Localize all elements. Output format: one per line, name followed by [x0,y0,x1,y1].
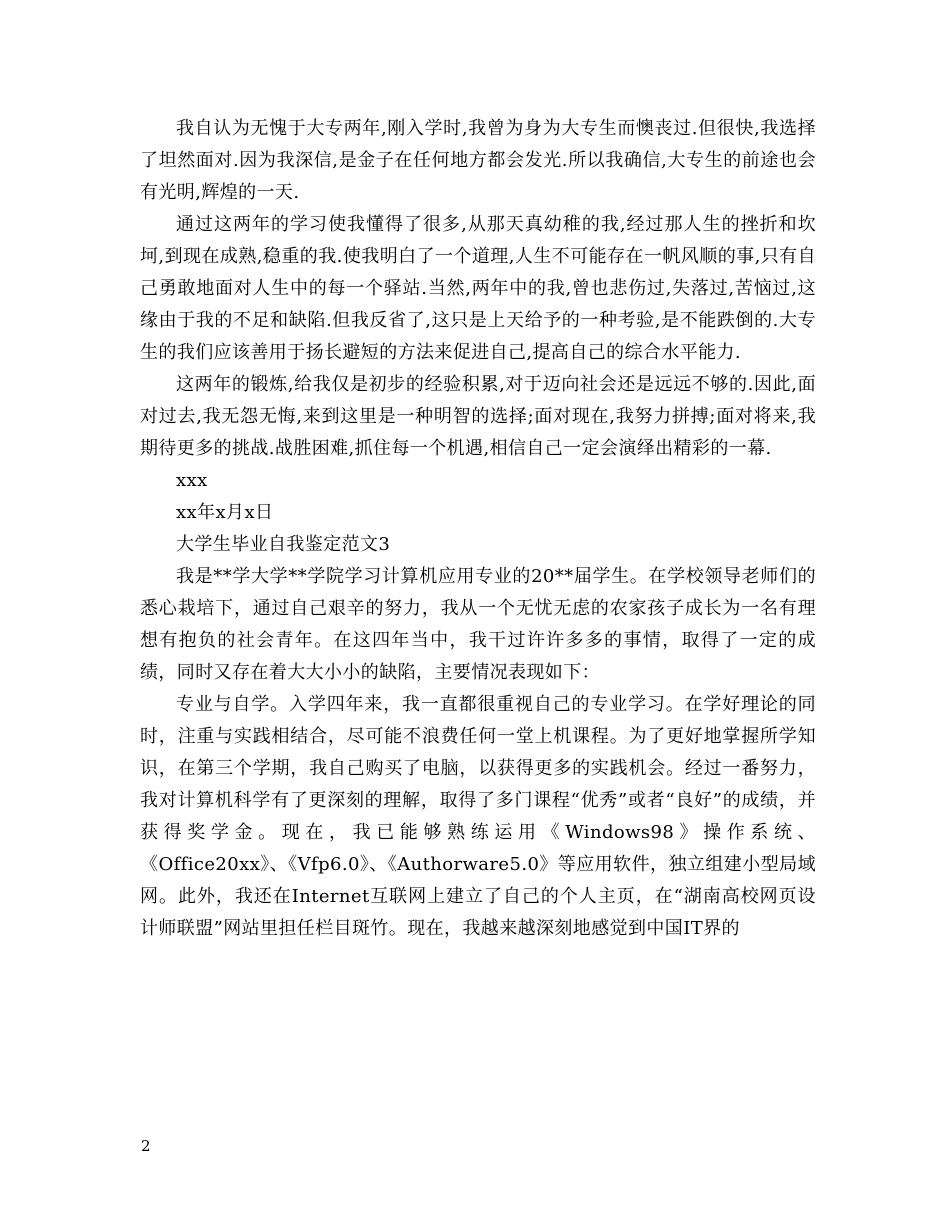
paragraph-3: 这两年的锻炼,给我仅是初步的经验积累,对于迈向社会还是远远不够的.因此,面对过去,我无怨无悔,来到这里是一种明智的选择;面对现在,我努力拼搏;面对将来,我期待更多的挑战.战胜困难,抓住每一个机遇,相信自己一定会演绎出精彩的一幕. [140,374,816,459]
paragraph-5: 专业与自学。入学四年来，我一直都很重视自己的专业学习。在学好理论的同时，注重与实践相结合，尽可能不浪费任何一堂上机课程。为了更好地掌握所学知识，在第三个学期，我自己购买了电脑，以获得更多的实践机会。经过一番努力，我对计算机科学有了更深刻的理解，取得了多门课程“优秀”或者“良好”的成绩，并获得奖学金。现在，我已能够熟练运用《Windows98》操作系统、《Office20xx》、《Vfp6.0》、《Authorware5.0》等应用软件，独立组建小型局域网。此外，我还在Internet互联网上建立了自己的个人主页，在“湖南高校网页设计师联盟”网站里担任栏目斑竹。现在，我越来越深刻地感觉到中国IT界的 [140,694,816,939]
paragraph-2: 通过这两年的学习使我懂得了很多,从那天真幼稚的我,经过那人生的挫折和坎坷,到现在成熟,稳重的我.使我明白了一个道理,人生不可能存在一帆风顺的事,只有自己勇敢地面对人生中的每一个驿站.当然,两年中的我,曾也悲伤过,失落过,苦恼过,这缘由于我的不足和缺陷.但我反省了,这只是上天给予的一种考验,是不能跌倒的.大专生的我们应该善用于扬长避短的方法来促进自己,提高自己的综合水平能力. [140,214,816,363]
paragraph-1: 我自认为无愧于大专两年,刚入学时,我曾为身为大专生而懊丧过.但很快,我选择了坦然面对.因为我深信,是金子在任何地方都会发光.所以我确信,大专生的前途也会有光明,辉煌的一天. [140,118,816,203]
section-title: 大学生毕业自我鉴定范文3 [176,534,391,555]
document-body [140,113,816,945]
paragraph-4: 我是**学大学**学院学习计算机应用专业的20**届学生。在学校领导老师们的悉心栽培下，通过自己艰辛的努力，我从一个无忧无虑的农家孩子成长为一名有理想有抱负的社会青年。在这四年当中，我干过许许多多的事情，取得了一定的成绩，同时又存在着大大小小的缺陷，主要情况表现如下： [140,566,816,683]
date-line: xx年x月x日 [176,502,274,523]
signature: xxx [176,470,208,491]
page-number: 2 [141,1137,151,1155]
